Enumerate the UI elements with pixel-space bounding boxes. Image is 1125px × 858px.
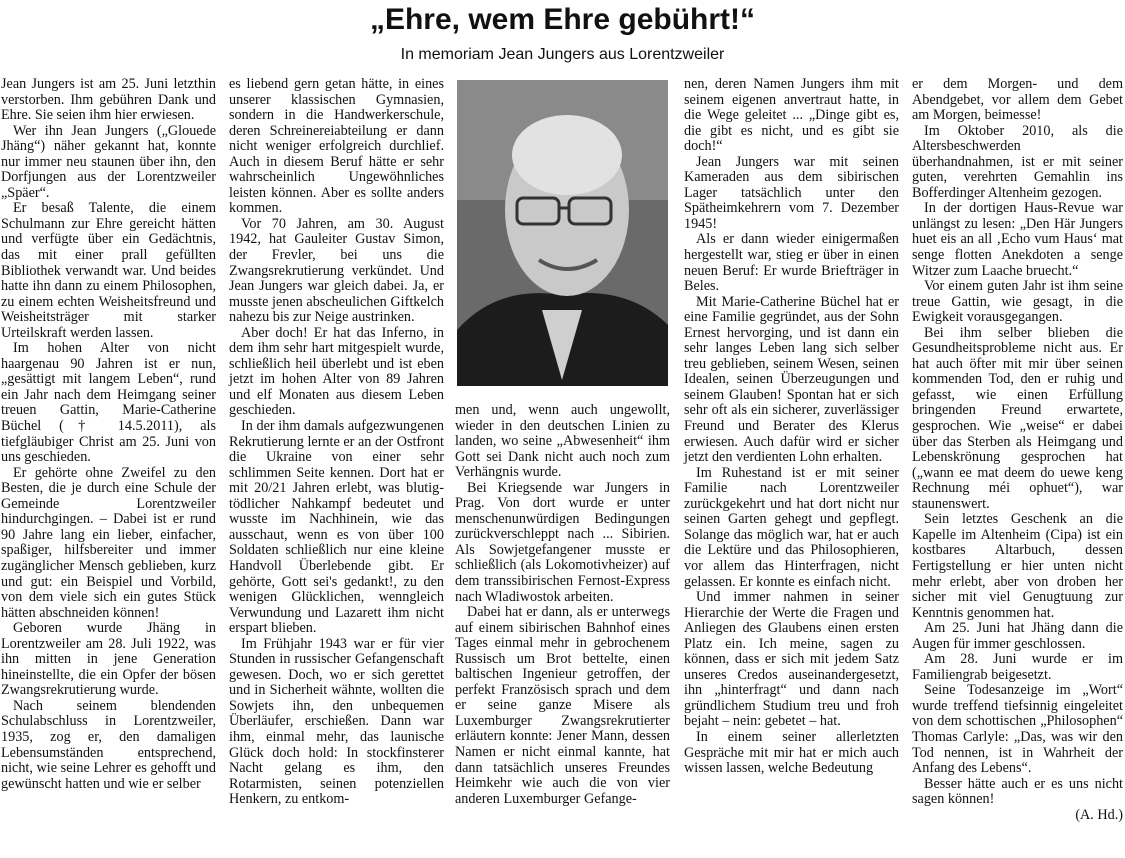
paragraph: Aber doch! Er hat das Inferno, in dem ihm sehr hart mitgespielt wurde, schließlich heil überlebt und ist eben jetzt im hohen Alter von 89 Jahren und elf Monaten aus diesem Leben geschieden.	[229, 324, 444, 419]
paragraph: Im hohen Alter von nicht haargenau 90 Jahren ist er nun, „gesättigt mit langem Leben“, rund ein Jahr nach dem Heimgang seiner treuen Gattin, Marie-Catherine Büchel († 14.5.2011), als tiefgläubiger Christ am 25. Juni von uns geschieden.	[1, 340, 216, 466]
paragraph: Jean Jungers war mit seinen Kameraden aus dem sibirischen Lager tatsächlich unter den Spätheimkehrern vom 7. Dezember 1945!	[684, 153, 899, 232]
paragraph: men und, wenn auch ungewollt, wieder in den deutschen Linien zu landen, wo seine „Abwesenheit“ ihm Gott sei Dank nicht auch noch zum Verhängnis wurde.	[455, 402, 670, 481]
article-title: „Ehre, wem Ehre gebührt!“	[369, 3, 756, 36]
paragraph: Besser hätte auch er es uns nicht sagen können!	[912, 775, 1123, 808]
paragraph: Er gehörte ohne Zweifel zu den Besten, die je durch eine Schule der Gemeinde Lorentzweiler hindurchgingen. – Dabei ist er rund 90 Jahre lang ein lieber, einfacher, spaßiger, hilfsbereiter und immer zugänglicher Mensch geblieben, kurz und gut: ein Beispiel und Vorbild, von dem viele sich ein gutes Stück hätten abschneiden können!	[1, 464, 216, 621]
paragraph: Er besaß Talente, die einem Schulmann zur Ehre gereicht hätten und verfügte über ein Gedächtnis, das mit einer prall gefüllten Bibliothek verwandt war. Und beides hatte ihn dann zu einem Philosophen, zu einem echten Weisheitsfreund und Weisheitsträger mit starker Urteilskraft werden lassen.	[1, 200, 216, 341]
paragraph: Bei ihm selber blieben die Gesundheitsprobleme nicht aus. Er hat auch öfter mit mir über seinen kommenden Tod, den er ruhig und gefasst, wie einen Erfüllung bringenden Freund erwartete, gesprochen. Wie „weise“ er dabei über das Sterben als Heimgang und Lebenskrönung gesprochen hat („wann ee mat deem do uewe keng Rechnung méi ophuet“), war staunenswert.	[912, 324, 1123, 512]
paragraph: Als er dann wieder einigermaßen hergestellt war, stieg er über in einen neuen Beruf: Er wurde Briefträger in Beles.	[684, 231, 899, 295]
paragraph: In einem seiner allerletzten Gespräche mit mir hat er mich auch wissen lassen, welche Bedeutung	[684, 728, 899, 777]
paragraph: es liebend gern getan hätte, in eines unserer klassischen Gymnasien, sondern in die Handwerkerschule, deren Schreinereiabteilung er dann nicht weniger erfolgreich durchlief. Auch in diesem Beruf hätte er sehr wahrscheinlich Ungewöhnliches leisten können. Aber es sollte anders kommen.	[229, 76, 444, 217]
paragraph: Im Frühjahr 1943 war er für vier Stunden in russischer Gefangenschaft gewesen. Doch, wo er sich gerettet und in Sicherheit wähnte, wollten die Sowjets ihn, den unbequemen Überläufer, erschießen. Dann war ihm, einmal mehr, das launische Glück doch hold: In stockfinsterer Nacht gelang es ihm, den Rotarmisten, seinen potenziellen Henkern, zu entkom-	[229, 635, 444, 808]
column-1	[1, 77, 216, 792]
paragraph: Wer ihn Jean Jungers („Glouede Jhäng“) näher gekannt hat, konnte nur immer neu staunen über ihn, den Dorfjungen aus der Lorentzweiler „Späer“.	[1, 122, 216, 201]
article-subtitle: In memoriam Jean Jungers aus Lorentzweiler	[400, 46, 725, 63]
paragraph: Seine Todesanzeige im „Wort“ wurde treffend tiefsinnig eingeleitet von dem schottischen „Philosophen“ Thomas Carlyle: „Das, was wir den Tod nennen, ist in Wahrheit der Anfang des Lebens“.	[912, 682, 1123, 777]
paragraph: Sein letztes Geschenk an die Kapelle im Altenheim (Cipa) ist ein kostbares Altarbuch, dessen Fertigstellung er hier unten nicht mehr erlebt, aber von droben her sicher mit viel Genugtuung zur Kenntnis genommen hat.	[912, 511, 1123, 621]
paragraph: Mit Marie-Catherine Büchel hat er eine Familie gegründet, aus der Sohn Ernest hervorging, und ist dann ein sehr langes Leben lang sich selber treu geblieben, seinem Wesen, seinen Idealen, seinen Überzeugungen und seinem Glauben! Spontan hat er sich sehr oft als ein sicherer, zuverlässiger Freund und Berater des Klerus erwiesen. Auch dafür wird er sicher jetzt den verdienten Lohn erhalten.	[684, 293, 899, 466]
paragraph: Nach seinem blendenden Schulabschluss in Lorentzweiler, 1935, zog er, den damaligen Lebensumständen entsprechend, nicht, wie seine Lehrer es gehofft und gewünscht hatten und wie er selber	[1, 697, 216, 792]
column-2	[229, 77, 444, 808]
paragraph: Und immer nahmen in seiner Hierarchie der Werte die Fragen und Anliegen des Glaubens einen ersten Platz ein. Ich meine, sagen zu können, dass er sich mit jedem Satz unseres Credos auseinandergesetzt, ihn „hinterfragt“ und dann nach gründlichem Studium treu und froh bejaht – nein: gebetet – hat.	[684, 589, 899, 730]
paragraph: Jean Jungers ist am 25. Juni letzthin verstorben. Ihm gebühren Dank und Ehre. Sie seien ihm hier erwiesen.	[1, 76, 216, 124]
paragraph: er dem Morgen- und dem Abendgebet, vor allem dem Gebet am Morgen, beimesse!	[912, 76, 1123, 124]
paragraph: In der dortigen Haus-Revue war unlängst zu lesen: „Den Här Jungers huet eis an all ‚Echo vum Haus‘ mat senge flotten Anekdoten a senge Witzer zum Laache bruecht.“	[912, 200, 1123, 279]
paragraph: Am 28. Juni wurde er im Familiengrab beigesetzt.	[912, 651, 1123, 683]
portrait-photo	[457, 80, 668, 386]
paragraph: Am 25. Juni hat Jhäng dann die Augen für immer geschlossen.	[912, 620, 1123, 652]
column-4	[684, 77, 899, 777]
author-signature: (A. Hd.)	[1075, 806, 1123, 823]
column-3	[455, 403, 670, 807]
portrait-image	[457, 80, 668, 386]
paragraph: nen, deren Namen Jungers ihm mit seinem eigenen anvertraut hatte, in die Wege geleitet ... „Dinge gibt es, die gibt es nicht, und es gibt sie doch!“	[684, 76, 899, 155]
paragraph: Im Ruhestand ist er mit seiner Familie nach Lorentzweiler zurückgekehrt und hat dort nicht nur seinen Garten gehegt und gepflegt. Solange das möglich war, hat er auch die Lektüre und das Philosophieren, vor allem das Hinterfragen, nicht gelassen. Er konnte es einfach nicht.	[684, 464, 899, 590]
paragraph: Vor einem guten Jahr ist ihm seine treue Gattin, wie gesagt, in die Ewigkeit vorausgegangen.	[912, 278, 1123, 326]
paragraph: Bei Kriegsende war Jungers in Prag. Von dort wurde er unter menschenunwürdigen Bedingungen zurückverschleppt nach ... Sibirien. Als Sowjetgefangener musste er schließlich (als Lokomotivheizer) auf dem transsibirischen Fernost-Express nach Wladiwostok arbeiten.	[455, 479, 670, 605]
paragraph: Dabei hat er dann, als er unterwegs auf einem sibirischen Bahnhof eines Tages einmal mehr in gebrochenem Russisch um Brot bettelte, einen baltischen Ingenieur getroffen, der perfekt Französisch sprach und dem er seine ganze Misere als Luxemburger Zwangsrekrutierter erläutern konnte: Jener Mann, dessen Namen er nicht einmal kannte, hat dann tatsächlich unseres Freundes Heimkehr wie auch die von vier anderen Luxemburger Gefange-	[455, 604, 670, 807]
paragraph: Vor 70 Jahren, am 30. August 1942, hat Gauleiter Gustav Simon, der Frevler, bei uns die Zwangsrekrutierung verkündet. Und Jean Jungers war gleich dabei. Ja, er musste jenen abscheulichen Giftkelch nahezu bis zur Neige austrinken.	[229, 215, 444, 326]
paragraph: In der ihm damals aufgezwungenen Rekrutierung lernte er an der Ostfront die Ukraine von einer sehr schlimmen Seite kennen. Dort hat er mit 20/21 Jahren erlebt, was blutig-tödlicher Nahkampf bedeutet und wusste im Nachhinein, wie das ausschaut, wenn es von über 100 Soldaten schließlich nur eine kleine Handvoll Überlebende gibt. Er gehörte, Gott sei's gedankt!, zu den wenigen Glücklichen, wenngleich Verwundung und Lazarett ihm nicht erspart blieben.	[229, 418, 444, 637]
paragraph: Geboren wurde Jhäng in Lorentzweiler am 28. Juli 1922, was ihn mitten in jene Generation hineinstellte, die ein Opfer der bösen Zwangsrekrutierung wurde.	[1, 620, 216, 699]
paragraph: Im Oktober 2010, als die Altersbeschwerden überhandnahmen, ist er mit seiner guten, verehrten Gemahlin ins Bofferdinger Altenheim gezogen.	[912, 122, 1123, 201]
column-5	[912, 77, 1123, 823]
